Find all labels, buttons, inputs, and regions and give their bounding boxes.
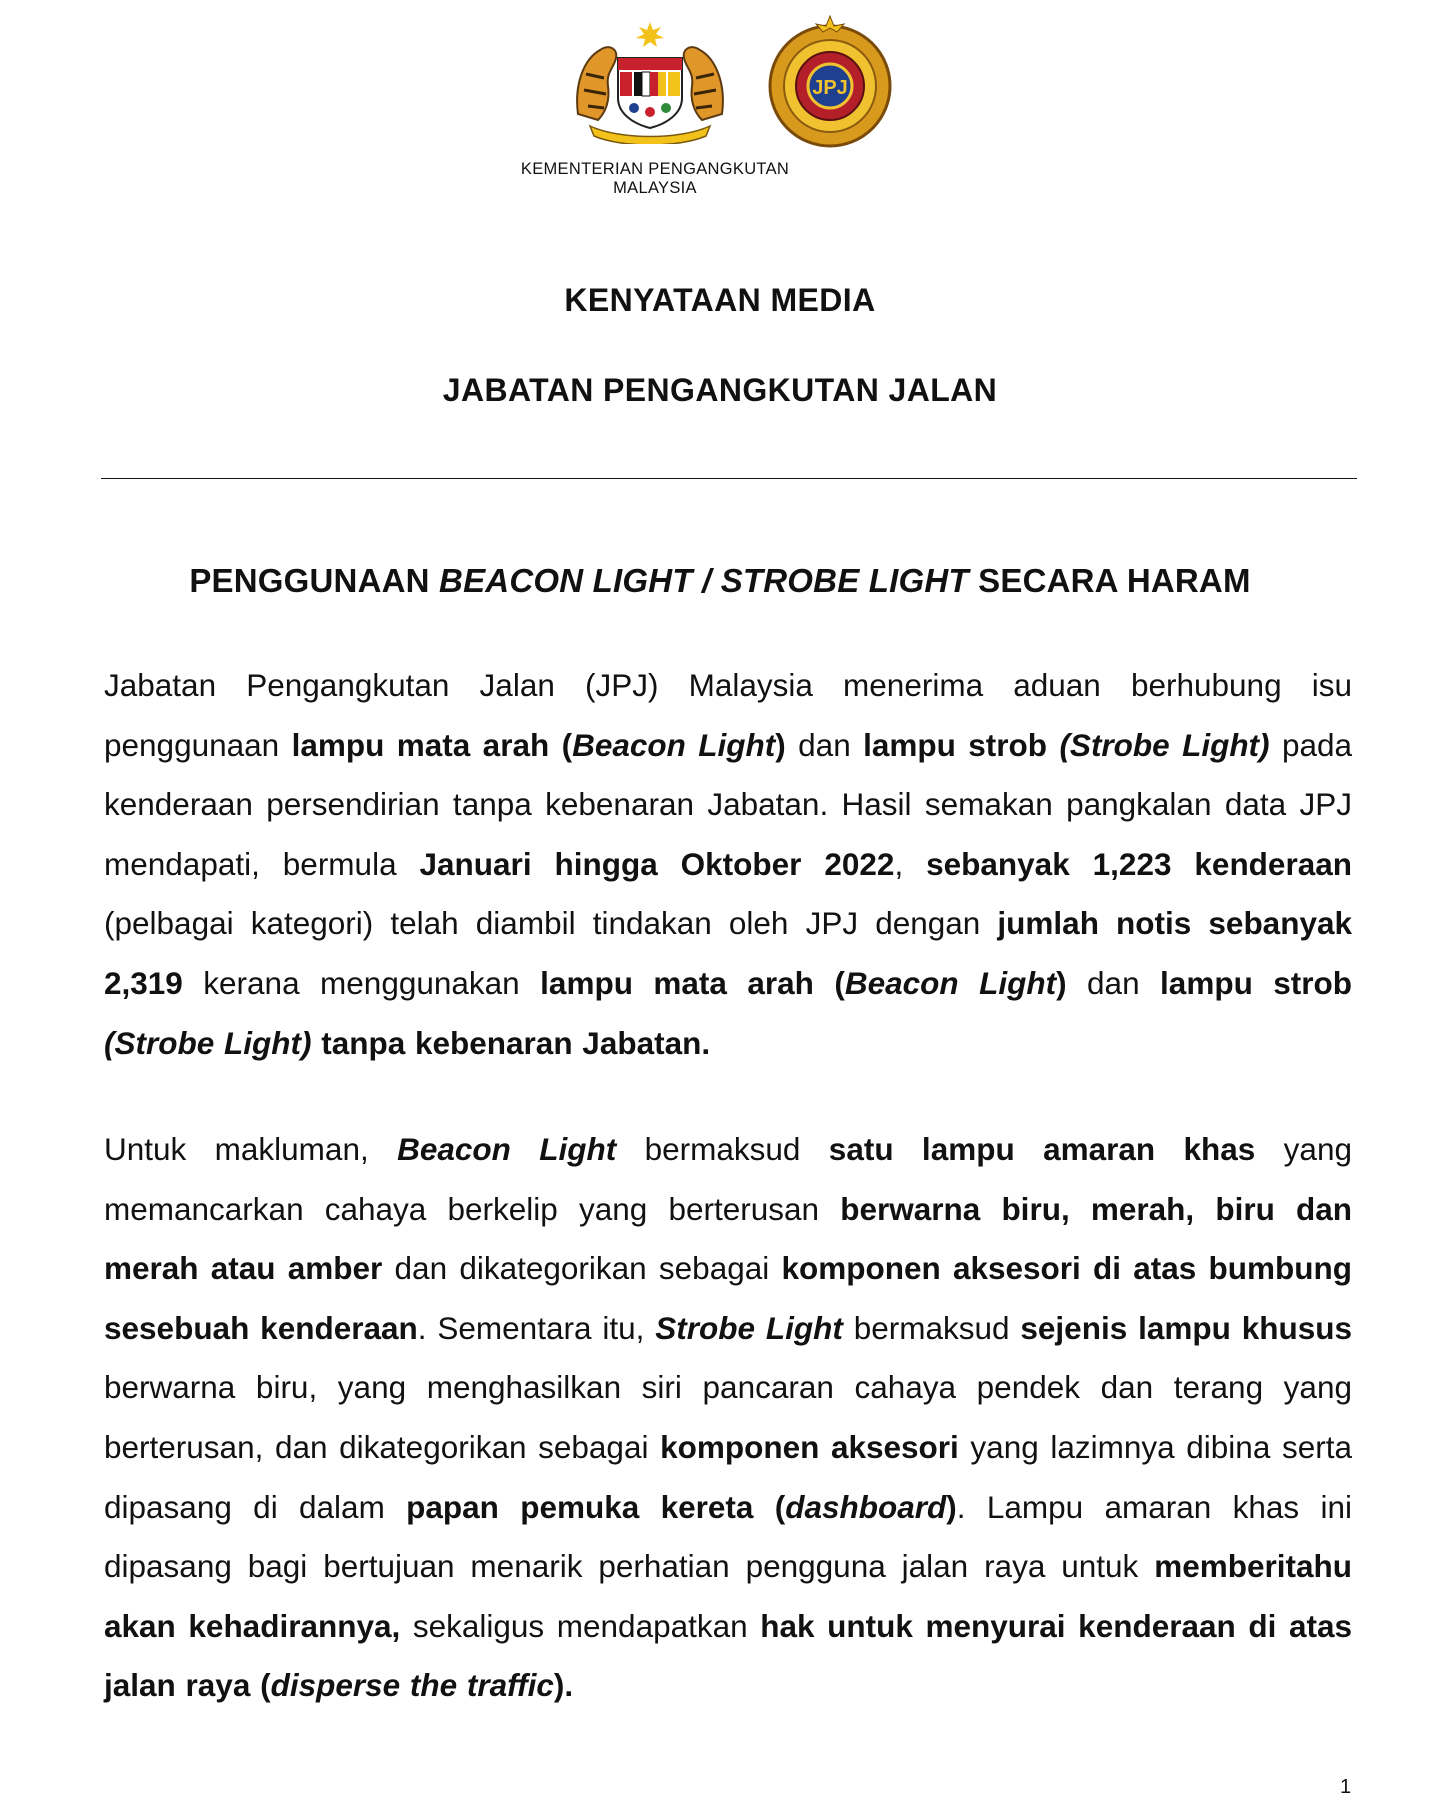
p2-text: yang memancarkan cahaya berkelip yang berterusan <box>104 1131 1352 1227</box>
p2-text: . Sementara itu, <box>417 1309 656 1346</box>
p1-bold: tanpa kebenaran Jabatan. <box>311 1024 711 1061</box>
ministry-line-1: KEMENTERIAN PENGANGKUTAN <box>520 160 790 178</box>
p2-bold-italic: dashboard <box>785 1488 947 1525</box>
subject-heading <box>0 562 1440 600</box>
p1-text: , <box>894 845 927 882</box>
ministry-line-2: MALAYSIA <box>613 179 697 197</box>
document-title: KENYATAAN MEDIA <box>564 282 876 318</box>
subject-part-3: SECARA HARAM <box>968 562 1251 599</box>
p1-text: dan <box>785 726 864 763</box>
p2-bold-italic: Beacon Light <box>397 1131 617 1167</box>
jpj-emblem-icon <box>760 14 900 154</box>
p2-bold: sejenis lampu khusus <box>1020 1309 1352 1346</box>
p1-bold: lampu mata arah ( <box>540 964 845 1001</box>
p2-bold: ). <box>553 1667 574 1704</box>
p2-bold: komponen aksesori <box>660 1428 959 1465</box>
p2-text: yang lazimnya dibina serta dipasang di dalam <box>104 1428 1352 1525</box>
p2-text: berwarna biru, yang menghasilkan siri pancaran cahaya pendek dan terang yang berterusan, dan dikategorikan sebagai <box>104 1369 1352 1465</box>
jpj-emblem-text: JPJ <box>812 77 848 99</box>
p1-text: pada kenderaan persendirian tanpa kebenaran Jabatan. Hasil semakan pangkalan data JPJ mendapati, bermula <box>104 726 1353 882</box>
p1-text: (pelbagai kategori) telah diambil tindakan oleh JPJ dengan <box>104 905 998 942</box>
p2-bold: komponen aksesori di atas bumbung sesebuah kenderaan <box>104 1250 1352 1346</box>
department-name: JABATAN PENGANGKUTAN JALAN <box>442 372 998 408</box>
p1-bold: ) <box>1056 964 1067 1001</box>
p2-bold: papan pemuka kereta ( <box>406 1488 786 1525</box>
ministry-name <box>500 160 810 198</box>
page-number: 1 <box>1340 1776 1352 1798</box>
p2-text: sekaligus mendapatkan <box>400 1607 761 1644</box>
p1-bold: jumlah notis sebanyak 2,319 <box>104 905 1352 1001</box>
p1-text: Jabatan Pengangkutan Jalan (JPJ) Malaysia menerima aduan berhubung isu penggunaan <box>104 667 1352 763</box>
header-logos <box>570 14 910 144</box>
p1-text: dan <box>1066 964 1161 1001</box>
p2-text: Untuk makluman, <box>104 1131 398 1167</box>
paragraph-2 <box>104 1120 1352 1716</box>
p1-bold-italic: Beacon Light <box>844 964 1057 1001</box>
p1-bold: lampu mata arah ( <box>291 726 573 763</box>
p2-bold-italic: Strobe Light <box>655 1309 843 1346</box>
p2-text: dan dikategorikan sebagai <box>382 1250 782 1287</box>
subject-part-2: BEACON LIGHT / STROBE LIGHT <box>439 562 969 599</box>
p2-text: bermaksud <box>616 1131 829 1167</box>
p2-bold: memberitahu akan kehadirannya, <box>104 1548 1352 1644</box>
p1-bold-italic: (Strobe Light) <box>104 1024 312 1061</box>
p1-bold: sebanyak 1,223 kenderaan <box>926 845 1352 882</box>
malaysia-coat-of-arms-icon <box>570 14 730 144</box>
p2-bold: satu lampu amaran khas <box>828 1131 1256 1167</box>
p1-bold: Januari hingga Oktober 2022 <box>419 845 895 882</box>
p2-bold-italic: disperse the traffic <box>270 1667 554 1704</box>
paragraph-1 <box>104 656 1352 1073</box>
p1-text: kerana menggunakan <box>182 964 541 1001</box>
p1-bold-italic: Beacon Light <box>572 726 776 763</box>
header-divider <box>101 478 1357 479</box>
p2-text: . Lampu amaran khas ini dipasang bagi bertujuan menarik perhatian pengguna jalan raya untuk <box>104 1488 1352 1585</box>
p2-text: bermaksud <box>842 1309 1021 1346</box>
p1-bold: lampu strob <box>863 726 1060 763</box>
p1-bold-italic: (Strobe Light) <box>1059 726 1270 763</box>
p1-bold: lampu strob <box>1160 964 1353 1001</box>
p2-bold: hak untuk menyurai kenderaan di atas jalan raya ( <box>104 1607 1352 1704</box>
p2-bold: ) <box>946 1488 957 1525</box>
subject-part-1: PENGGUNAAN <box>189 562 440 599</box>
p2-bold: berwarna biru, merah, biru dan merah atau amber <box>104 1190 1352 1287</box>
p1-bold: ) <box>775 726 786 763</box>
